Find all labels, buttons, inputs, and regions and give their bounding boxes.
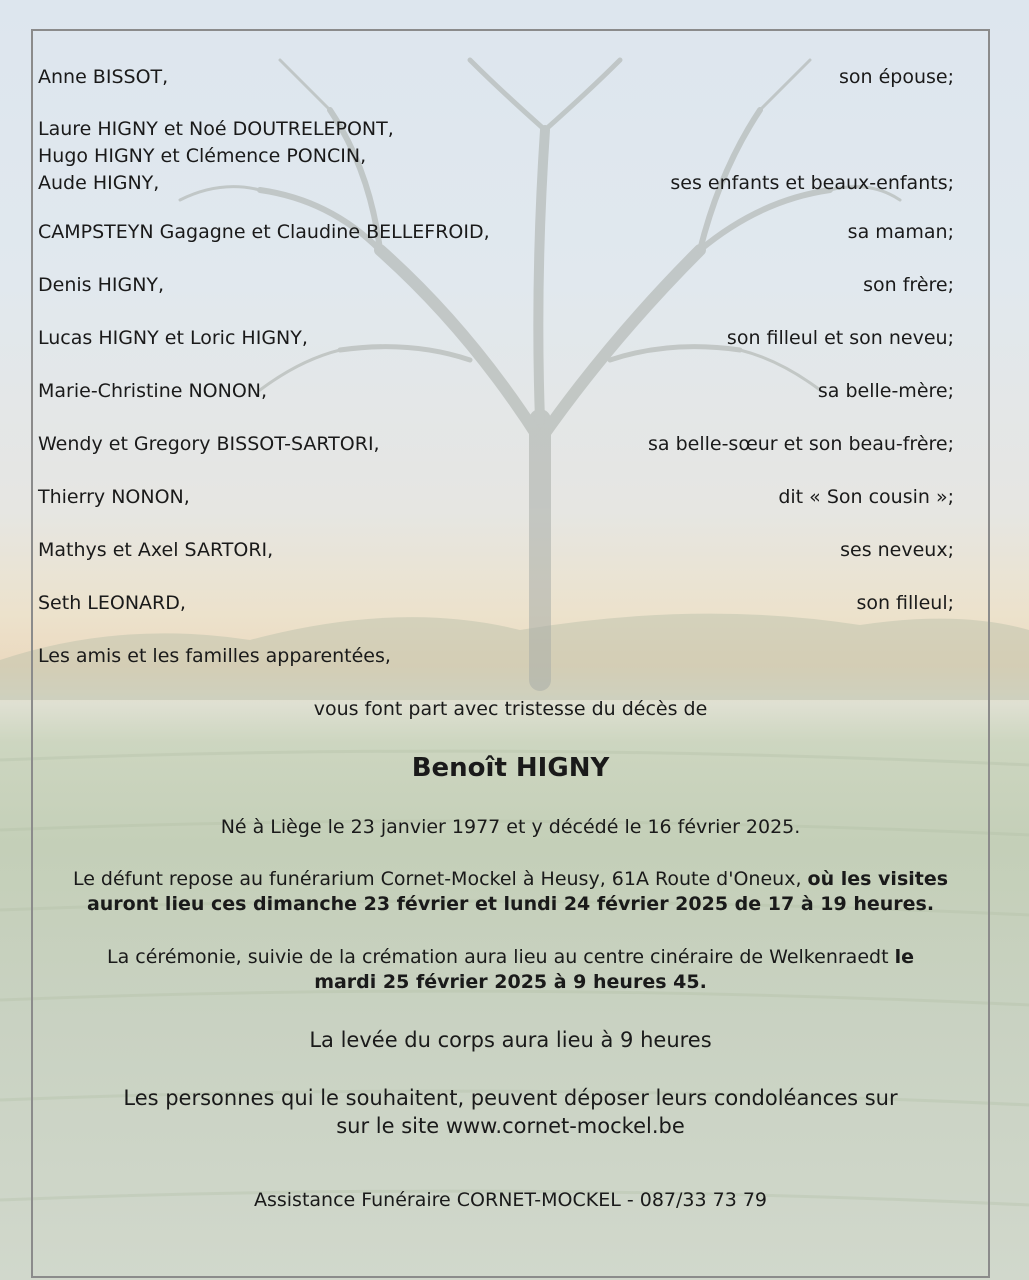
family-row	[38, 431, 954, 458]
family-names: Denis HIGNY,	[38, 274, 165, 296]
family-relation: dit « Son cousin »;	[778, 486, 954, 508]
family-names: Laure HIGNY et Noé DOUTRELEPONT,	[38, 118, 394, 140]
ceremony-line-2	[31, 970, 990, 995]
levee-du-corps: La levée du corps aura lieu à 9 heures	[309, 1028, 712, 1052]
visit-line-1	[31, 867, 990, 892]
family-names: Hugo HIGNY et Clémence PONCIN,	[38, 145, 367, 167]
visit-line-2	[31, 892, 990, 917]
ceremony-line-1	[31, 945, 990, 970]
funeral-home-footer: Assistance Funéraire CORNET-MOCKEL - 087/33 73 79	[253, 1189, 768, 1211]
family-relation: son filleul;	[856, 592, 954, 614]
ceremony-line-1-text: La cérémonie, suivie de la crémation aura lieu au centre cinéraire de Welkenraedt	[107, 946, 895, 968]
family-relation: son épouse;	[838, 66, 954, 88]
deceased-name: Benoît HIGNY	[411, 753, 610, 783]
family-names: Les amis et les familles apparentées,	[38, 645, 391, 667]
family-names: Thierry NONON,	[38, 486, 190, 508]
family-relation: son filleul et son neveu;	[726, 327, 954, 349]
ceremony-info	[31, 945, 990, 995]
family-row	[38, 116, 954, 197]
visit-info	[31, 867, 990, 917]
family-row	[38, 272, 954, 299]
condolences-line-1: Les personnes qui le souhaitent, peuvent déposer leurs condoléances sur	[123, 1086, 898, 1110]
family-row	[38, 484, 954, 511]
visit-line-1-text: Le défunt repose au funérarium Cornet-Mockel à Heusy, 61A Route d'Oneux,	[72, 868, 808, 890]
ceremony-line-2-bold: mardi 25 février 2025 à 9 heures 45.	[314, 971, 707, 993]
family-names: Mathys et Axel SARTORI,	[38, 539, 274, 561]
birth-death-dates: Né à Liège le 23 janvier 1977 et y décédé le 16 février 2025.	[220, 816, 801, 838]
visit-line-2-bold: auront lieu ces dimanche 23 février et lundi 24 février 2025 de 17 à 19 heures.	[86, 893, 935, 915]
family-relation: sa belle-mère;	[817, 380, 954, 402]
family-names: Anne BISSOT,	[38, 66, 169, 88]
family-relation: ses enfants et beaux-enfants;	[670, 172, 954, 194]
family-relation: son frère;	[863, 274, 954, 296]
family-row	[38, 643, 954, 670]
family-names: Aude HIGNY,	[38, 172, 160, 194]
family-relation: sa maman;	[847, 221, 954, 243]
family-row	[38, 219, 954, 246]
family-relation: ses neveux;	[840, 539, 954, 561]
announcement-text: vous font part avec tristesse du décès de	[313, 698, 708, 720]
family-row	[38, 378, 954, 405]
family-names: CAMPSTEYN Gagagne et Claudine BELLEFROID,	[38, 221, 490, 243]
family-row	[38, 325, 954, 352]
family-names: Seth LEONARD,	[38, 592, 186, 614]
family-names: Wendy et Gregory BISSOT-SARTORI,	[38, 433, 380, 455]
family-row	[38, 64, 954, 91]
family-names: Lucas HIGNY et Loric HIGNY,	[38, 327, 308, 349]
condolences-line-2: sur le site www.cornet-mockel.be	[336, 1114, 685, 1138]
family-names: Marie-Christine NONON,	[38, 380, 268, 402]
family-relation: sa belle-sœur et son beau-frère;	[648, 433, 954, 455]
condolences-info	[31, 1084, 990, 1140]
family-row	[38, 590, 954, 617]
family-row	[38, 537, 954, 564]
ceremony-line-1-bold: le	[894, 946, 914, 968]
visit-line-1-bold: où les visites	[807, 868, 949, 890]
